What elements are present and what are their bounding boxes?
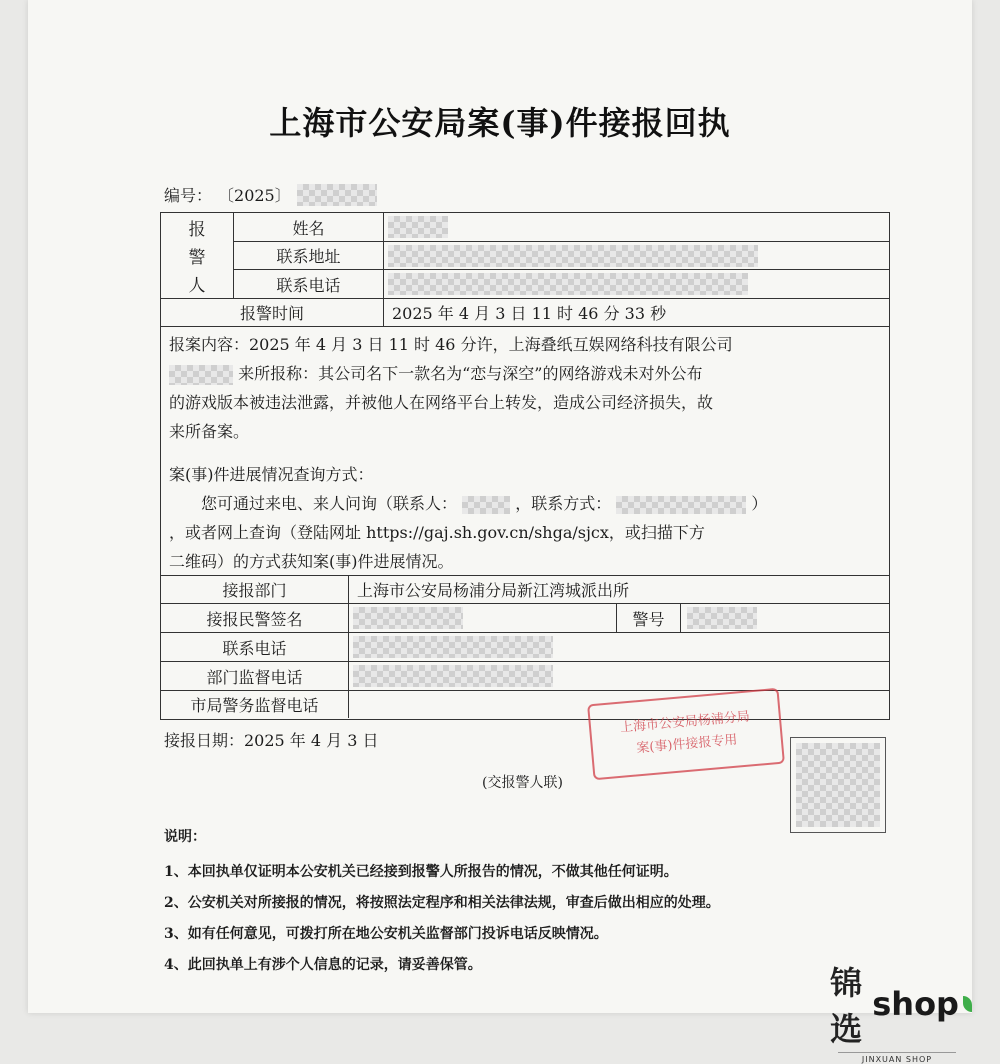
case-line-3: 的游戏版本被违法泄露，并被他人在网络平台上转发，造成公司经济损失，故 <box>169 393 714 412</box>
progress-line-3: 二维码）的方式获知案(事)件进展情况。 <box>169 552 454 571</box>
contact-phone-value <box>384 270 889 299</box>
reception-phone-value <box>349 633 889 662</box>
reception-table <box>160 575 890 720</box>
redacted-phone <box>388 273 748 295</box>
note-item: 4、此回执单上有涉个人信息的记录，请妥善保管。 <box>164 957 482 973</box>
redacted-contact-method <box>616 496 746 514</box>
redacted-reception-phone <box>353 636 553 658</box>
qr-code <box>790 737 886 833</box>
redacted-badge-number <box>687 607 757 629</box>
address-value <box>384 242 889 270</box>
redacted-officer-signature <box>353 607 463 629</box>
notes-title: 说明： <box>164 829 206 845</box>
case-content <box>160 326 890 576</box>
reception-phone-label: 联系电话 <box>161 633 349 662</box>
copy-note: (交报警人联) <box>482 775 563 791</box>
progress-line-2: ，或者网上查询（登陆网址 https://gaj.sh.gov.cn/shga/sjcx，或扫描下方 <box>169 523 705 542</box>
serial-value: 〔2025〕 <box>218 186 291 205</box>
note-item: 2、公安机关对所接报的情况，将按照法定程序和相关法律法规，审查后做出相应的处理。 <box>164 895 720 911</box>
report-time-value: 2025 年 4 月 3 日 11 时 46 分 33 秒 <box>392 304 667 323</box>
dept-value: 上海市公安局杨浦分局新江湾城派出所 <box>349 575 889 604</box>
brand-chinese: 锦选 <box>830 964 863 1048</box>
redacted-officer-name <box>169 365 233 385</box>
redacted-name <box>388 216 448 238</box>
case-line-2: 来所报称：其公司名下一款名为“恋与深空”的网络游戏未对外公布 <box>169 359 881 388</box>
name-value <box>384 213 889 242</box>
contact-phone-label: 联系电话 <box>234 270 384 299</box>
brand-shop: shop <box>872 985 959 1023</box>
case-line-4: 来所备案。 <box>169 422 250 441</box>
badge-value <box>681 604 889 633</box>
dept-supervision-phone-label: 部门监督电话 <box>161 662 349 691</box>
jinxuan-shop-watermark <box>822 958 972 1064</box>
dept-supervision-phone-value <box>349 662 889 691</box>
note-item: 3、如有任何意见，可拨打所在地公安机关监督部门投诉电话反映情况。 <box>164 926 608 942</box>
case-line-1: 报案内容：2025 年 4 月 3 日 11 时 46 分许，上海叠纸互娱网络科技有限公司 <box>169 335 733 354</box>
serial-number <box>164 183 377 206</box>
badge-label: 警号 <box>617 604 681 633</box>
redacted-qr-code <box>796 743 880 827</box>
official-seal: 上海市公安局杨浦分局 案(事)件接报专用 <box>587 688 785 780</box>
redacted-address <box>388 245 758 267</box>
report-time-label: 报警时间 <box>161 299 384 326</box>
city-supervision-phone-label: 市局警务监督电话 <box>161 691 349 718</box>
name-label: 姓名 <box>234 213 384 242</box>
reporter-group-label: 报 警 人 <box>161 213 234 299</box>
serial-label: 编号： <box>164 186 213 205</box>
officer-signature-value <box>349 604 617 633</box>
receipt-date: 接报日期：2025 年 4 月 3 日 <box>164 731 379 750</box>
notes-section <box>164 822 720 981</box>
progress-title: 案(事)件进展情况查询方式： <box>169 465 374 484</box>
brand-subtitle: JINXUAN SHOP <box>838 1052 956 1064</box>
reporter-table <box>160 212 890 327</box>
dept-label: 接报部门 <box>161 575 349 604</box>
redacted-serial <box>297 184 377 206</box>
document-title: 上海市公安局案(事)件接报回执 <box>269 104 731 142</box>
officer-signature-label: 接报民警签名 <box>161 604 349 633</box>
address-label: 联系地址 <box>234 242 384 270</box>
redacted-contact-person <box>462 496 510 514</box>
redacted-supervision-phone <box>353 665 553 687</box>
progress-line-1: 您可通过来电、来人问询（联系人： ，联系方式： ） <box>201 494 768 513</box>
leaf-icon <box>963 996 972 1012</box>
note-item: 1、本回执单仅证明本公安机关已经接到报警人所报告的情况，不做其他任何证明。 <box>164 864 678 880</box>
